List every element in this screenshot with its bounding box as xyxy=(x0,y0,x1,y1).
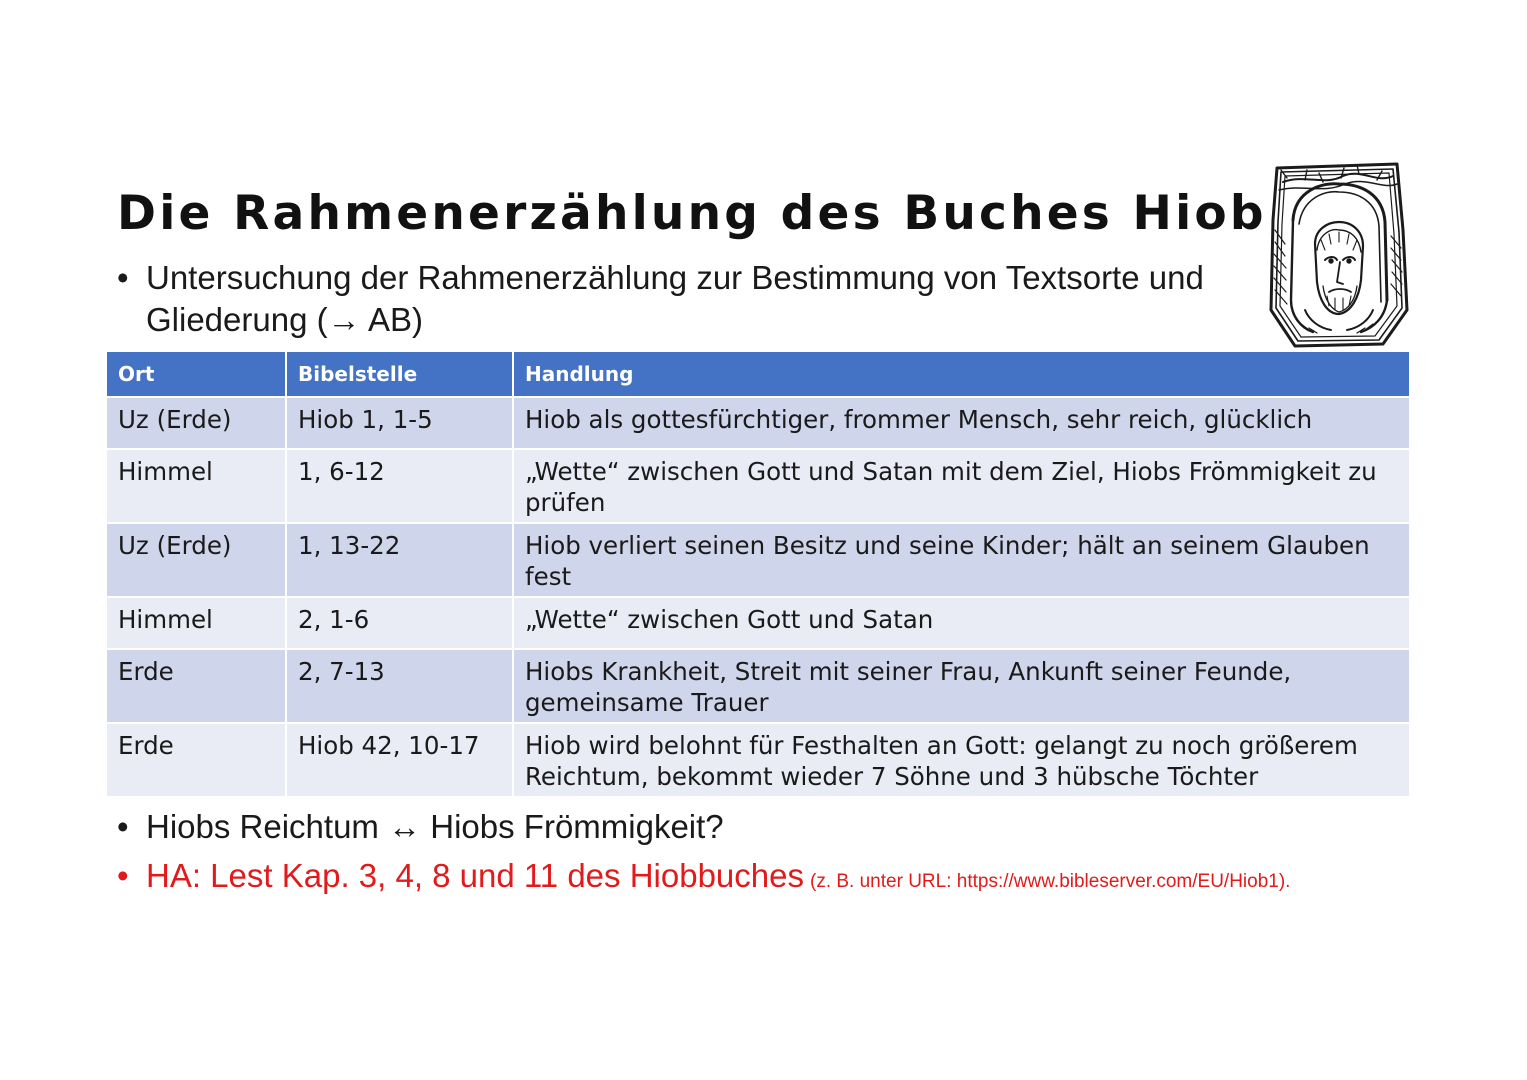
cell-handlung: Hiobs Krankheit, Streit mit seiner Frau, Ankunft seiner Feunde, gemeinsame Trauer xyxy=(513,649,1410,723)
column-header-bibelstelle: Bibelstelle xyxy=(286,352,513,397)
cell-bibelstelle: 1, 6-12 xyxy=(286,449,513,523)
hiob-portrait-image xyxy=(1265,160,1411,352)
cell-handlung: „Wette“ zwischen Gott und Satan xyxy=(513,597,1410,649)
cell-handlung: Hiob verliert seinen Besitz und seine Kinder; hält an seinem Glauben fest xyxy=(513,523,1410,597)
cell-handlung: Hiob als gottesfürchtiger, frommer Mensch, sehr reich, glücklich xyxy=(513,397,1410,449)
cell-ort: Himmel xyxy=(106,597,286,649)
cell-ort: Erde xyxy=(106,649,286,723)
table-row xyxy=(106,397,1410,449)
cell-ort: Erde xyxy=(106,723,286,797)
frame-story-table xyxy=(105,352,1411,798)
cell-bibelstelle: 2, 1-6 xyxy=(286,597,513,649)
question-bullet-text: Hiobs Reichtum ↔ Hiobs Frömmigkeit? xyxy=(146,808,724,845)
cell-ort: Himmel xyxy=(106,449,286,523)
table-header-row xyxy=(106,352,1410,397)
column-header-handlung: Handlung xyxy=(513,352,1410,397)
table-row xyxy=(106,649,1410,723)
cell-handlung: „Wette“ zwischen Gott und Satan mit dem Ziel, Hiobs Frömmigkeit zu prüfen xyxy=(513,449,1410,523)
cell-ort: Uz (Erde) xyxy=(106,523,286,597)
cell-ort: Uz (Erde) xyxy=(106,397,286,449)
cell-bibelstelle: Hiob 42, 10-17 xyxy=(286,723,513,797)
homework-bullet-text: HA: Lest Kap. 3, 4, 8 und 11 des Hiobbuches xyxy=(146,857,804,894)
homework-bullet xyxy=(117,855,1290,903)
table-row xyxy=(106,597,1410,649)
homework-url-note: (z. B. unter URL: https://www.bibleserver.com/EU/Hiob1). xyxy=(810,871,1291,892)
slide-title: Die Rahmenerzählung des Buches Hiob xyxy=(117,186,1267,241)
cell-bibelstelle: 2, 7-13 xyxy=(286,649,513,723)
question-bullet xyxy=(117,806,724,848)
intro-bullet xyxy=(117,257,1227,341)
intro-bullet-text: Untersuchung der Rahmenerzählung zur Bestimmung von Textsorte und Gliederung (→ AB) xyxy=(146,259,1204,338)
homework-bullet-line xyxy=(146,855,1290,903)
cell-handlung: Hiob wird belohnt für Festhalten an Gott: gelangt zu noch größerem Reichtum, bekommt wieder 7 Söhne und 3 hübsche Töchter xyxy=(513,723,1410,797)
cell-bibelstelle: Hiob 1, 1-5 xyxy=(286,397,513,449)
bullet-dot: • xyxy=(117,857,129,894)
table-row xyxy=(106,523,1410,597)
table-row xyxy=(106,723,1410,797)
cell-bibelstelle: 1, 13-22 xyxy=(286,523,513,597)
column-header-ort: Ort xyxy=(106,352,286,397)
bullet-dot: • xyxy=(117,259,129,296)
table-row xyxy=(106,449,1410,523)
bullet-dot: • xyxy=(117,808,129,845)
